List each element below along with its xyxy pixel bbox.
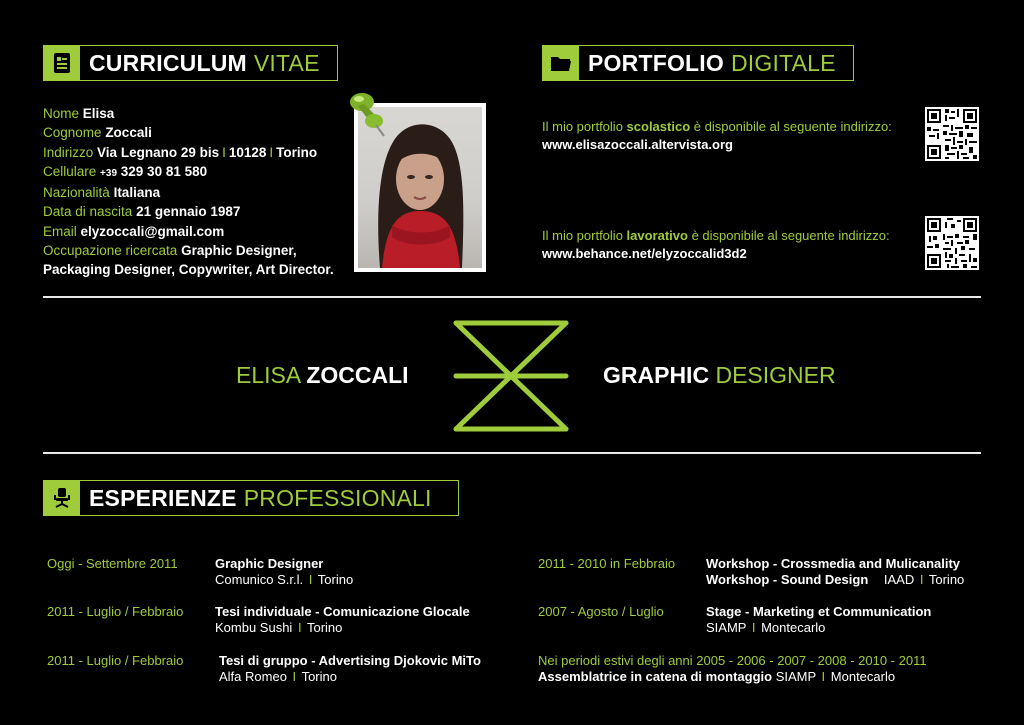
prefisso-value: +39: [100, 167, 118, 179]
cap-value: 10128: [228, 144, 267, 160]
occupazione-label: Occupazione ricercata: [43, 243, 178, 259]
portfolio-school: [542, 118, 892, 154]
indirizzo-label: Indirizzo: [43, 144, 94, 160]
nome-label: Nome: [43, 106, 80, 121]
experience-place: Torino: [306, 620, 343, 635]
experience-company: Comunico S.r.l.: [215, 572, 304, 587]
experience-item: [706, 556, 964, 588]
separator: I: [222, 144, 226, 160]
experience-title: Tesi individuale - Comunicazione Glocale: [215, 604, 470, 619]
portfolio-text-post: è disponibile al seguente indirizzo:: [691, 228, 890, 243]
experience-title-2: Workshop - Sound Design: [706, 572, 869, 587]
via-value: Via Legnano 29 bis: [97, 144, 220, 160]
experience-company: IAAD: [883, 572, 915, 587]
experience-place: Torino: [928, 572, 965, 587]
occupazione-value: Graphic Designer,: [181, 243, 297, 259]
banner-role: [603, 362, 836, 389]
portfolio-section-header: [542, 45, 854, 81]
nascita-label: Data di nascita: [43, 204, 133, 220]
experience-title: Tesi di gruppo - Advertising Djokovic MiTo: [219, 653, 481, 668]
office-chair-icon: [44, 481, 80, 515]
nascita-value: 21 gennaio 1987: [136, 204, 241, 220]
experience-title: Graphic Designer: [215, 556, 324, 571]
experience-item: [215, 604, 470, 636]
banner-role-bold: GRAPHIC: [603, 362, 710, 388]
nazionalita-value: Italiana: [113, 185, 161, 201]
divider-top: [43, 296, 981, 298]
separator: I: [297, 620, 302, 635]
portfolio-url-link[interactable]: www.elisazoccali.altervista.org: [542, 137, 733, 152]
banner-name: [236, 362, 409, 389]
separator: I: [751, 620, 756, 635]
hourglass-logo-icon: [450, 318, 572, 439]
cv-title-bold: CURRICULUM: [89, 49, 247, 76]
separator: I: [292, 669, 297, 684]
banner-role-light: DESIGNER: [715, 362, 836, 388]
experience-place: Montecarlo: [830, 669, 896, 684]
folder-icon: [543, 46, 579, 80]
experience-item: [706, 604, 931, 636]
experience-place: Montecarlo: [761, 620, 826, 635]
experience-item: [219, 653, 481, 685]
separator: I: [269, 144, 274, 160]
portfolio-kind: lavorativo: [626, 228, 688, 243]
cellulare-label: Cellulare: [43, 163, 97, 179]
experience-title-light: PROFESSIONALI: [243, 484, 432, 511]
personal-info: [43, 104, 334, 280]
experience-date: 2011 - Luglio / Febbraio: [47, 653, 184, 668]
experience-place: Torino: [301, 669, 337, 684]
banner-last-name: ZOCCALI: [306, 362, 409, 388]
portfolio-kind: scolastico: [626, 119, 691, 134]
experience-place: Torino: [317, 572, 354, 587]
cognome-label: Cognome: [43, 125, 102, 141]
citta-value: Torino: [276, 144, 318, 160]
cellulare-value: 329 30 81 580: [120, 163, 208, 179]
banner-first-name: ELISA: [236, 362, 300, 388]
experience-date: 2011 - Luglio / Febbraio: [47, 604, 184, 619]
experience-company: SIAMP: [775, 669, 816, 684]
portfolio-text-post: è disponibile al seguente indirizzo:: [693, 119, 892, 134]
separator: I: [308, 572, 313, 587]
separator: I: [821, 669, 826, 684]
experience-section-header: [43, 480, 459, 516]
experience-company: SIAMP: [706, 620, 747, 635]
portfolio-text-pre: Il mio portfolio: [542, 119, 623, 134]
occupazione-value-2: Packaging Designer, Copywriter, Art Director.: [43, 262, 334, 278]
experience-title: Stage - Marketing et Communication: [706, 604, 932, 619]
experience-date: Oggi - Settembre 2011: [47, 556, 178, 571]
portfolio-text-pre: Il mio portfolio: [542, 228, 623, 243]
nome-value: Elisa: [82, 106, 115, 121]
cv-title-light: VITAE: [253, 49, 320, 76]
push-pin-icon: [346, 90, 390, 145]
portfolio-work: [542, 227, 890, 263]
experience-company: Kombu Sushi: [215, 620, 293, 635]
document-icon: [44, 46, 80, 80]
nazionalita-label: Nazionalità: [43, 185, 110, 201]
cognome-value: Zoccali: [105, 125, 152, 141]
experience-date: Nei periodi estivi degli anni 2005 - 2006 - 2007 - 2008 - 2010 - 2011: [538, 653, 927, 668]
portfolio-url-link[interactable]: www.behance.net/elyzoccalid3d2: [542, 246, 747, 261]
cv-section-header: [43, 45, 338, 81]
qr-code-icon: [925, 216, 979, 270]
experience-item: [215, 556, 353, 588]
experience-date: 2011 - 2010 in Febbraio: [538, 556, 676, 571]
experience-title-bold: ESPERIENZE: [89, 484, 237, 511]
experience-title: Workshop - Crossmedia and Mulicanality: [706, 556, 961, 571]
qr-code-icon: [925, 107, 979, 161]
divider-bottom: [43, 452, 981, 454]
experience-date: 2007 - Agosto / Luglio: [538, 604, 664, 619]
portfolio-title-light: DIGITALE: [730, 49, 836, 76]
separator: I: [919, 572, 924, 587]
portfolio-title-bold: PORTFOLIO: [588, 49, 724, 76]
email-label: Email: [43, 223, 77, 239]
experience-company: Alfa Romeo: [219, 669, 287, 684]
email-value[interactable]: elyzoccali@gmail.com: [80, 223, 225, 239]
experience-title: Assemblatrice in catena di montaggio: [538, 669, 773, 684]
experience-item: [538, 653, 927, 685]
